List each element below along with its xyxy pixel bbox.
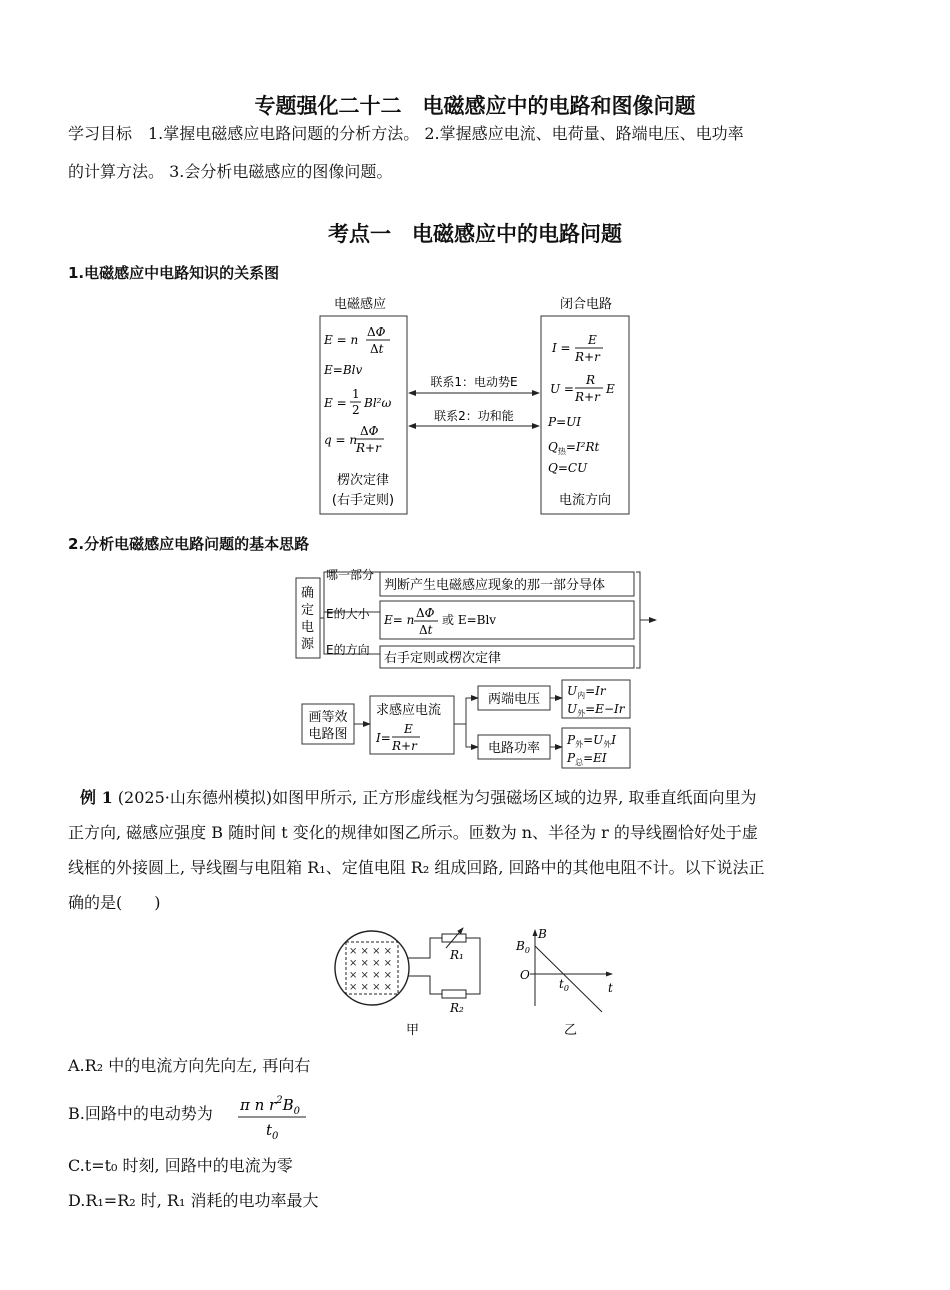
relation-diagram xyxy=(310,292,640,518)
current-direction: 电流方向 xyxy=(558,493,612,508)
example-line-3: 线框的外接圆上, 导线圈与电阻箱 R₁、定值电阻 R₂ 组成回路, 回路中的其他电阻不计。以下说法正 xyxy=(68,858,765,877)
svg-text:Δt: Δt xyxy=(419,623,433,637)
svg-text:× × × ×: × × × × xyxy=(349,958,393,969)
fig-label-jia: 甲 xyxy=(406,1023,420,1038)
find-current-label: 求感应电流 xyxy=(376,703,442,718)
svg-text:π n r2B0: π n $r^2B_0$ xyxy=(240,1095,301,1117)
link-energy: 联系2：功和能 xyxy=(434,409,514,423)
learning-goals-line-1: 学习目标 1.掌握电磁感应电路问题的分析方法。 2.掌握感应电流、电荷量、路端电压、电功率 xyxy=(68,124,744,143)
example-label: 例 1 xyxy=(80,788,113,807)
svg-text:确定电源: 确定电源 xyxy=(301,586,315,652)
page-title: 专题强化二十二 电磁感应中的电路和图像问题 xyxy=(254,94,696,118)
svg-text:I=: I= xyxy=(376,731,391,745)
row3-text: 右手定则或楞次定律 xyxy=(384,651,502,666)
lenz-law: 楞次定律 xyxy=(336,473,390,488)
svg-text:E: E xyxy=(404,722,413,736)
row2-label: E的大小 xyxy=(326,607,370,621)
row1-label: 哪一部分 xyxy=(326,568,375,582)
figure-yi xyxy=(515,927,613,1038)
svg-text:R+r: R+r xyxy=(575,390,600,404)
fig-r1: R₁ xyxy=(450,948,464,962)
svg-text:2: 2 xyxy=(352,403,360,417)
subheading-1: 1.电磁感应中电路知识的关系图 xyxy=(68,264,280,282)
fig-label-yi: 乙 xyxy=(564,1023,578,1038)
option-b xyxy=(68,1098,213,1130)
example-line-4: 确的是( ) xyxy=(68,893,161,912)
equiv-label-2: 电路图 xyxy=(308,727,348,742)
svg-text:× × × ×: × × × × xyxy=(349,970,393,981)
equiv-label-1: 画等效 xyxy=(308,710,348,725)
svg-text:P外=U外I: $P_外=U_外I$ xyxy=(567,733,616,749)
svg-text:Bl²ω: Bl²ω xyxy=(364,396,392,410)
svg-text:× × × ×: × × × × xyxy=(349,946,393,957)
option-b-text: B.回路中的电动势为 xyxy=(68,1104,213,1123)
eq-p-ui: P=UI xyxy=(548,415,581,429)
svg-text:Q热=I²Rt: $Q_热=I^2Rt$ xyxy=(548,440,600,456)
svg-text:B0: $B_0$ xyxy=(516,939,530,955)
svg-text:1: 1 xyxy=(352,387,360,401)
option-c: C.t=t₀ 时刻, 回路中的电流为零 xyxy=(68,1156,293,1175)
svg-text:R+r: R+r xyxy=(356,441,381,455)
left-formulas xyxy=(323,325,391,455)
link-emf: 联系1：电动势E xyxy=(430,375,518,389)
option-d: D.R₁=R₂ 时, R₁ 消耗的电功率最大 xyxy=(68,1191,319,1210)
svg-text:R: R xyxy=(586,373,596,387)
subheading-2: 2.分析电磁感应电路问题的基本思路 xyxy=(68,535,310,553)
figure-jia xyxy=(335,928,480,1038)
option-b-formula xyxy=(236,1088,316,1144)
svg-text:I =: I = xyxy=(552,341,571,355)
svg-text:Δt: Δt xyxy=(370,342,384,356)
row3-label: E的方向 xyxy=(326,643,370,657)
svg-text:E: E xyxy=(588,333,597,347)
row1-text: 判断产生电磁感应现象的那一部分导体 xyxy=(384,578,606,593)
svg-text:P总=EI: $P_总=EI$ xyxy=(567,751,607,767)
svg-text:ΔΦ: ΔΦ xyxy=(416,606,435,620)
svg-text:t: t xyxy=(608,981,613,995)
analysis-flow-diagram xyxy=(292,564,662,776)
svg-text:E: E xyxy=(606,382,615,396)
svg-text:R+r: R+r xyxy=(575,350,600,364)
example-line-2: 正方向, 磁感应强度 B 随时间 t 变化的规律如图乙所示。匝数为 n、半径为 r 的导线圈恰好处于虚 xyxy=(68,823,758,842)
svg-text:E = n: E = n xyxy=(324,333,359,347)
eq-q-cu: Q=CU xyxy=(548,461,588,475)
svg-text:t0: $t_0$ xyxy=(266,1121,279,1142)
left-box-title: 电磁感应 xyxy=(333,297,387,312)
svg-text:U =: U = xyxy=(550,382,574,396)
example-line-1: 例 1 (2025·山东德州模拟)如图甲所示, 正方形虚线框为匀强磁场区域的边界, 取垂直纸面向里为 xyxy=(80,788,757,807)
svg-text:E= n: E= n xyxy=(384,613,415,627)
source-label: 确定电源 xyxy=(292,564,296,565)
svg-text:B: B xyxy=(538,927,547,941)
svg-text:ΔΦ: ΔΦ xyxy=(367,325,386,339)
voltage-label: 两端电压 xyxy=(487,692,541,707)
power-label: 电路功率 xyxy=(487,741,541,756)
example-figures xyxy=(330,924,630,1040)
row2-text: 或 E=Blv xyxy=(442,613,497,627)
svg-text:t0: $t_0$ xyxy=(559,977,569,993)
svg-text:U内=Ir: $U_内=Ir$ xyxy=(567,684,606,700)
right-formulas xyxy=(547,333,615,475)
fig-r2: R₂ xyxy=(450,1001,464,1015)
right-hand-rule: (右手定则) xyxy=(331,493,395,508)
svg-text:O: O xyxy=(520,968,530,982)
section-heading: 考点一 电磁感应中的电路问题 xyxy=(328,222,622,246)
option-a: A.R₂ 中的电流方向先向左, 再向右 xyxy=(68,1056,311,1075)
svg-text:q = n: q = n xyxy=(324,433,358,447)
svg-text:× × × ×: × × × × xyxy=(349,982,393,993)
eq-e-blv: E=Blv xyxy=(324,363,363,377)
svg-text:R+r: R+r xyxy=(392,739,417,753)
learning-goals-line-2: 的计算方法。 3.会分析电磁感应的图像问题。 xyxy=(68,162,393,181)
right-box-title: 闭合电路 xyxy=(559,297,613,312)
svg-text:E =: E = xyxy=(324,396,347,410)
svg-text:U外=E−Ir: $U_外=E-Ir$ xyxy=(567,702,625,718)
svg-text:ΔΦ: ΔΦ xyxy=(360,424,379,438)
